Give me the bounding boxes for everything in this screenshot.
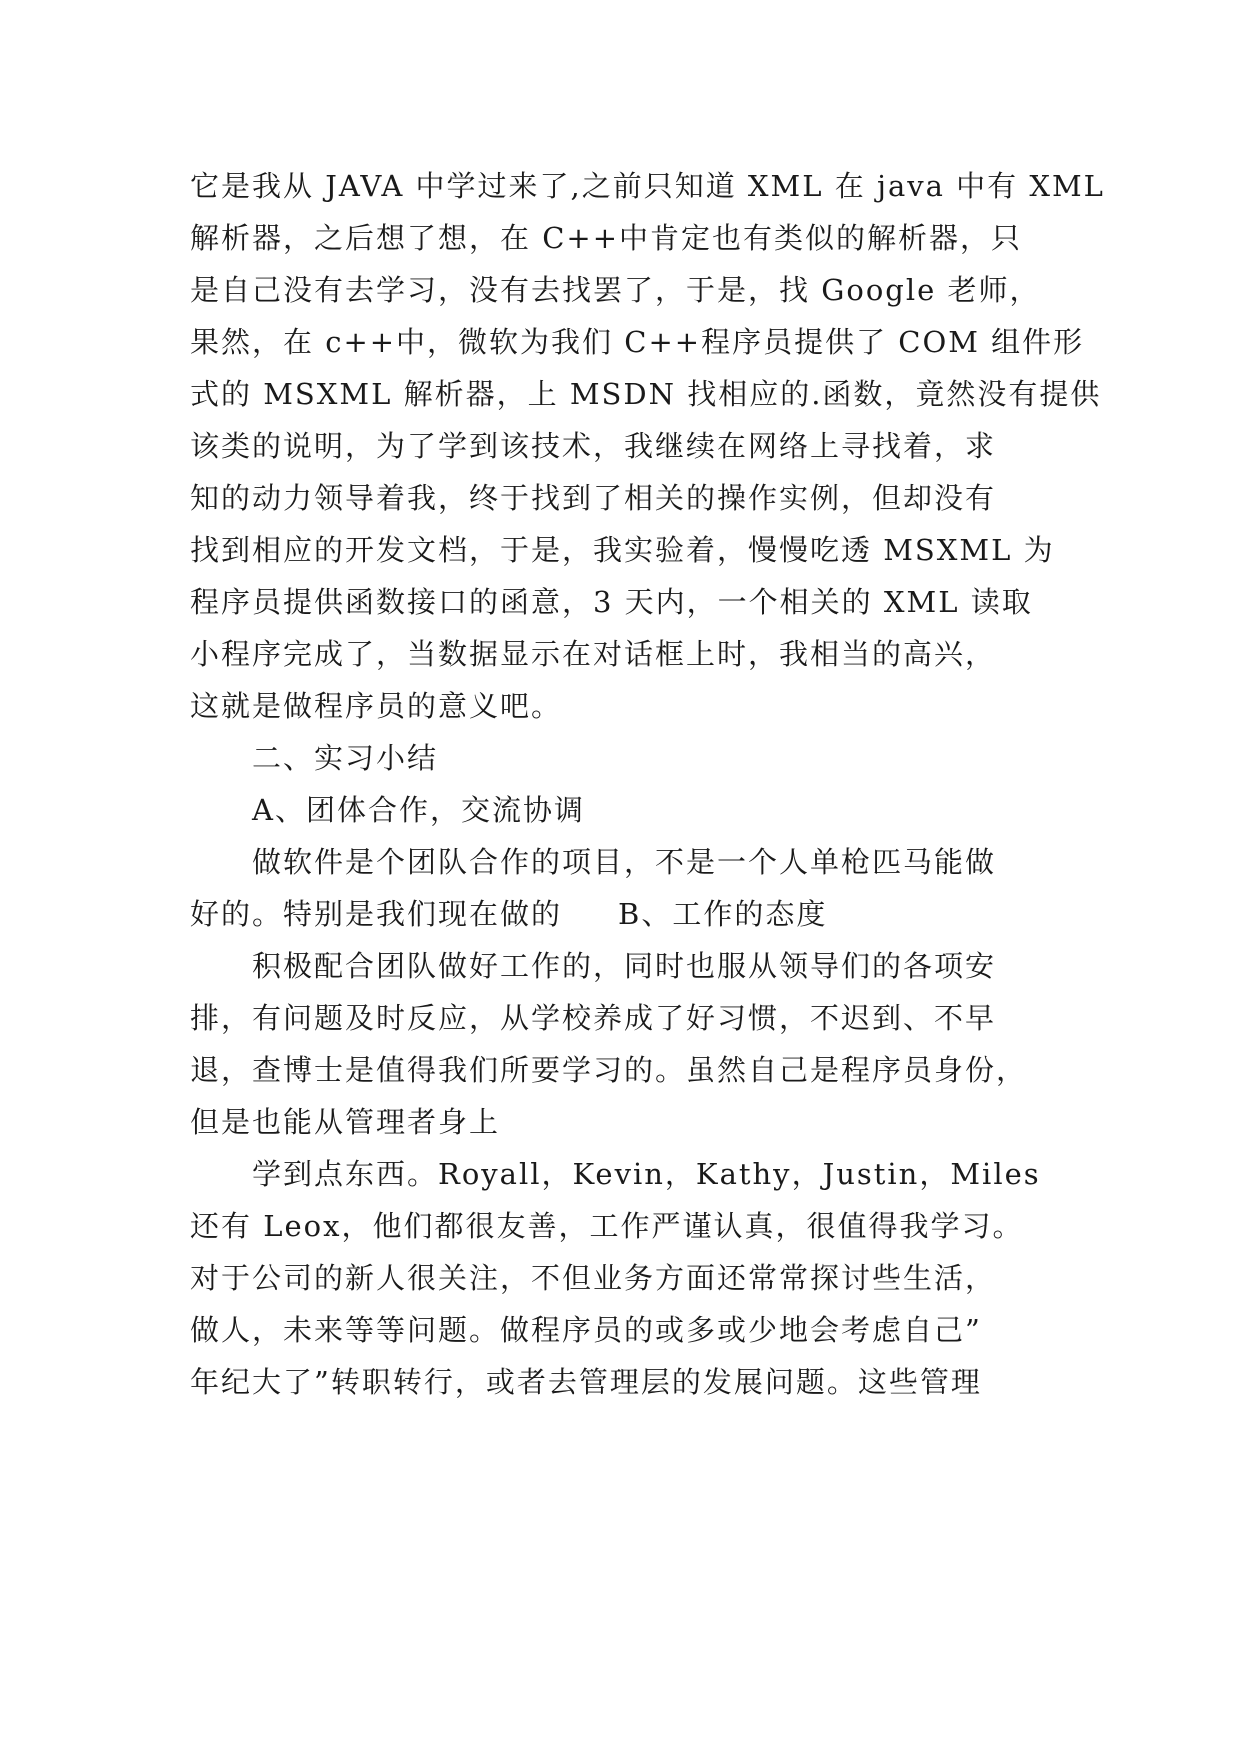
- text-line: 做人，未来等等问题。做程序员的或多或少地会考虑自己”: [190, 1313, 982, 1347]
- section-heading: 二、实习小结: [252, 741, 439, 775]
- text-line: 对于公司的新人很关注，不但业务方面还常常探讨些生活，: [190, 1261, 997, 1295]
- subsection-heading: A、团体合作，交流协调: [252, 793, 585, 827]
- text-line: 做软件是个团队合作的项目，不是一个人单枪匹马能做: [252, 845, 997, 879]
- text-line: 果然，在 c++中，微软为我们 C++程序员提供了 COM 组件形: [190, 325, 1085, 359]
- text-line: 解析器，之后想了想，在 C++中肯定也有类似的解析器，只: [190, 221, 1023, 255]
- text-line: 式的 MSXML 解析器，上 MSDN 找相应的.函数，竟然没有提供: [190, 377, 1102, 411]
- text-line: 是自己没有去学习，没有去找罢了，于是，找 Google 老师，: [190, 273, 1041, 307]
- text-line: 学到点东西。Royall，Kevin，Kathy，Justin，Miles: [252, 1157, 1041, 1191]
- text-line: 该类的说明，为了学到该技术，我继续在网络上寻找着，求: [190, 429, 997, 463]
- text-line: 但是也能从管理者身上: [190, 1105, 501, 1139]
- text-line: 它是我从 JAVA 中学过来了,之前只知道 XML 在 java 中有 XML: [190, 169, 1105, 203]
- text-line: 还有 Leox，他们都很友善，工作严谨认真，很值得我学习。: [190, 1209, 1024, 1243]
- text-line: 小程序完成了，当数据显示在对话框上时，我相当的高兴，: [190, 637, 997, 671]
- text-line: 排，有问题及时反应，从学校养成了好习惯，不迟到、不早: [190, 1001, 997, 1035]
- subsection-heading: B、工作的态度: [618, 897, 828, 931]
- text-line: 找到相应的开发文档，于是，我实验着，慢慢吃透 MSXML 为: [190, 533, 1055, 567]
- text-line: 这就是做程序员的意义吧。: [190, 689, 563, 723]
- text-line: 年纪大了”转职转行，或者去管理层的发展问题。这些管理: [190, 1365, 982, 1399]
- text-line: 积极配合团队做好工作的，同时也服从领导们的各项安: [252, 949, 997, 983]
- text-line: 退，查博士是值得我们所要学习的。虽然自己是程序员身份，: [190, 1053, 1028, 1087]
- text-line-with-heading: [190, 894, 827, 934]
- text-line: 知的动力领导着我，终于找到了相关的操作实例，但却没有: [190, 481, 997, 515]
- text-fragment: 好的。特别是我们现在做的: [190, 897, 563, 931]
- text-line: 程序员提供函数接口的函意，3 天内，一个相关的 XML 读取: [190, 585, 1033, 619]
